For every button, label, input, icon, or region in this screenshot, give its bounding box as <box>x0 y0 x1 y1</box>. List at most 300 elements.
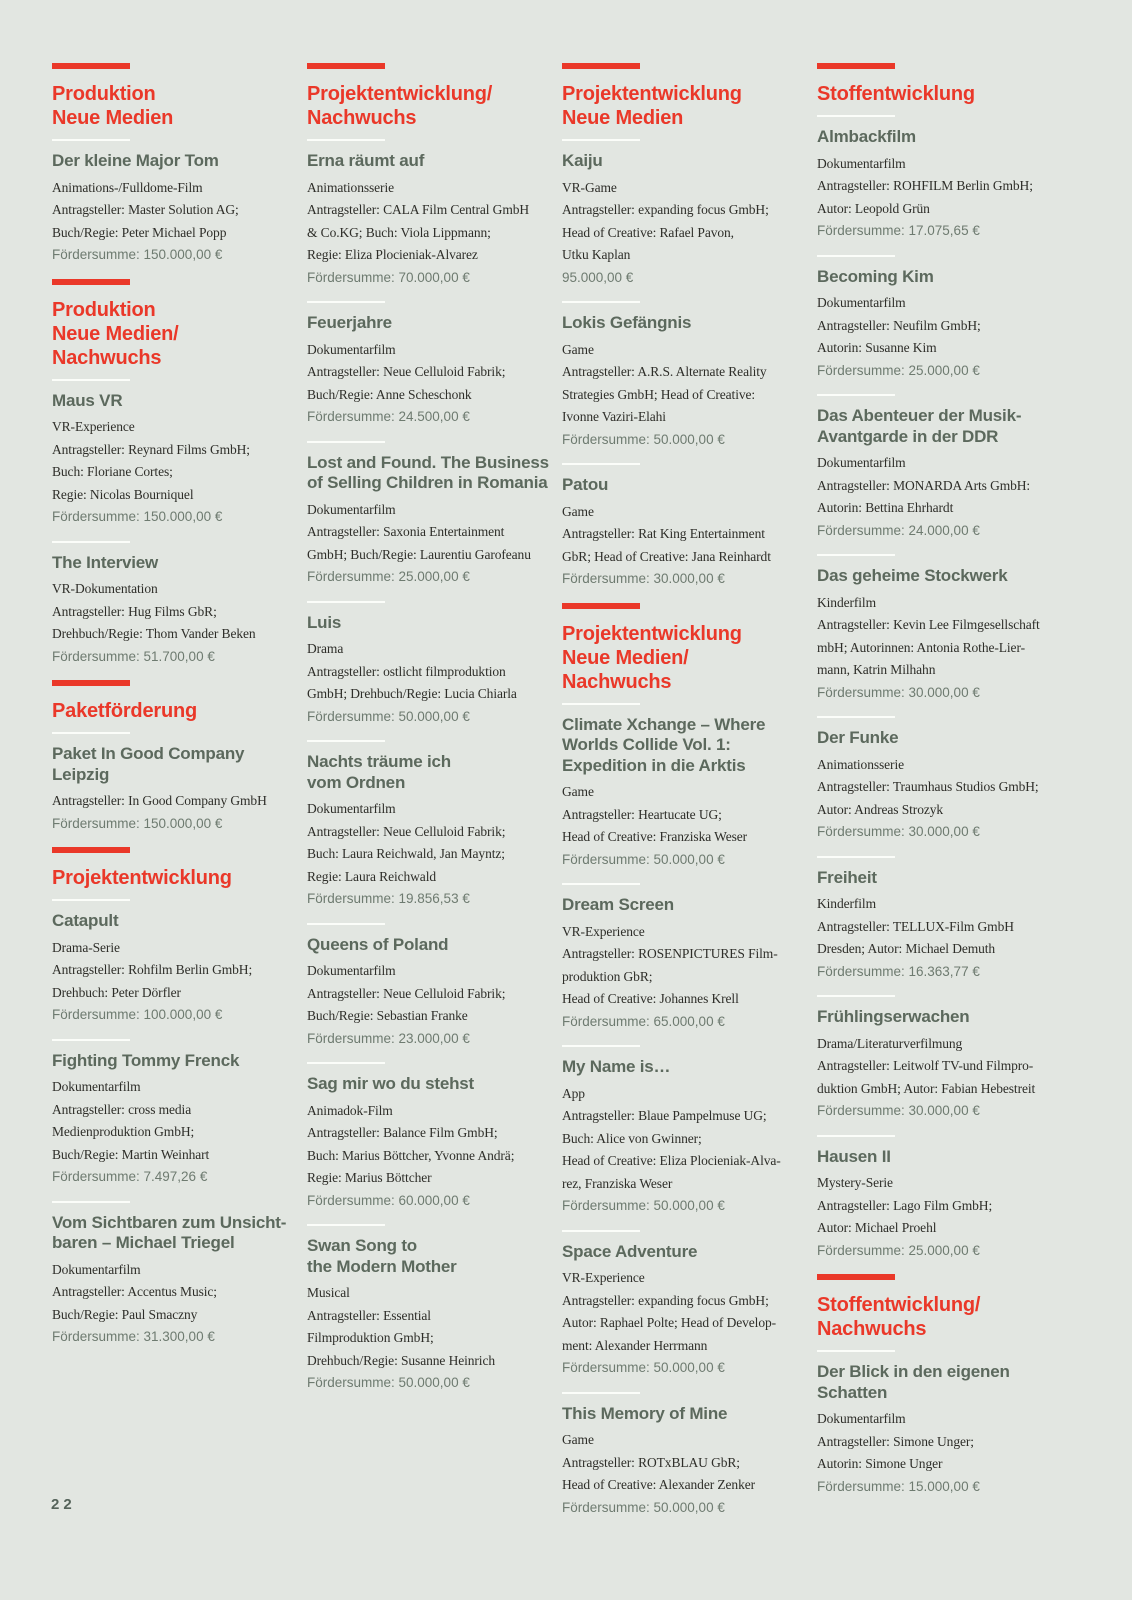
entry-separator <box>307 441 385 443</box>
entry-detail-line: & Co.KG; Buch: Viola Lippmann; <box>307 224 491 240</box>
entry-detail-line: Kinderfilm <box>817 594 876 610</box>
entry-detail-line: Buch/Regie: Martin Weinhart <box>52 1146 210 1162</box>
entry-title <box>307 452 549 494</box>
funding-entry <box>307 740 543 911</box>
entry-title-line: Becoming Kim <box>817 266 934 286</box>
funding-amount: Fördersumme: 23.000,00 € <box>307 1030 470 1046</box>
entry-detail-line: Drehbuch/Regie: Susanne Heinrich <box>307 1352 495 1368</box>
column-1 <box>52 63 288 1361</box>
entry-detail-line: Dokumentarfilm <box>307 963 396 978</box>
column-3 <box>562 63 798 1531</box>
funding-entry <box>817 995 1053 1123</box>
entry-detail-line: Buch/Regie: Anne Scheschonk <box>307 386 472 402</box>
funding-amount: 95.000,00 € <box>562 269 634 285</box>
section-rule <box>307 63 385 69</box>
entry-title-line: Nachts träume ich <box>307 752 451 771</box>
entry-separator <box>562 463 640 465</box>
entry-detail-line: Antragsteller: TELLUX-Film GmbH <box>817 918 1014 934</box>
entry-separator <box>562 139 640 141</box>
entry-separator <box>817 255 895 257</box>
entry-title <box>52 744 288 785</box>
entry-title-line: This Memory of Mine <box>562 1403 728 1423</box>
entry-detail-line: Filmproduktion GmbH; <box>307 1330 434 1345</box>
entry-separator <box>817 716 895 718</box>
funding-amount: Fördersumme: 50.000,00 € <box>562 1360 725 1375</box>
entry-title <box>562 1242 798 1263</box>
funding-entry <box>562 463 798 591</box>
entry-detail-line: Buch: Alice von Gwinner; <box>562 1130 702 1146</box>
funding-entry <box>307 601 543 729</box>
entry-detail-line: VR-Game <box>562 179 617 195</box>
section-rule <box>817 63 895 69</box>
entry-detail-line: Buch: Laura Reichwald, Jan Mayntz; <box>307 846 505 861</box>
section-title-line: Nachwuchs <box>817 1318 927 1340</box>
funding-amount: Fördersumme: 30.000,00 € <box>817 824 980 839</box>
funding-entry <box>307 301 543 429</box>
entry-separator <box>817 1350 895 1352</box>
funding-columns <box>52 63 1053 1531</box>
entry-title <box>307 313 543 334</box>
section-header <box>562 63 798 130</box>
funding-entry <box>307 441 549 589</box>
entry-title <box>52 391 288 412</box>
entry-detail-line: mbH; Autorinnen: Antonia Rothe-Lier- <box>817 639 1025 655</box>
entry-title <box>817 1362 1053 1403</box>
entry-detail-line: Regie: Marius Böttcher <box>307 1170 432 1185</box>
section-rule <box>52 847 130 853</box>
section-title-line: Neue Medien <box>562 107 684 129</box>
entry-detail-line: Antragsteller: Master Solution AG; <box>52 202 239 217</box>
funding-entry <box>52 139 288 267</box>
entry-title <box>52 553 288 574</box>
entry-detail-line: Head of Creative: Rafael Pavon, <box>562 224 734 240</box>
entry-title-line: Lokis Gefängnis <box>562 313 692 332</box>
section-header <box>52 279 288 370</box>
section-title-line: Projektentwicklung <box>562 622 742 645</box>
entry-title <box>817 127 1053 148</box>
entry-title-line: Freiheit <box>817 867 877 887</box>
section-rule <box>52 279 130 285</box>
section-rule <box>562 63 640 69</box>
entry-title <box>562 1057 798 1078</box>
entry-detail-line: Dokumentarfilm <box>307 501 396 517</box>
entry-title-line: Lost and Found. The Business <box>307 452 549 472</box>
entry-detail-line: Dokumentarfilm <box>52 1079 141 1094</box>
funding-entry <box>52 1201 288 1349</box>
entry-detail-line: Dokumentarfilm <box>817 295 906 310</box>
section-rule <box>52 680 130 686</box>
entry-detail-line: Head of Creative: Franziska Weser <box>562 829 748 844</box>
funding-amount: Fördersumme: 17.075,65 € <box>817 223 980 238</box>
section-header <box>817 1274 1053 1341</box>
entry-detail-line: Antragsteller: Blaue Pampelmuse UG; <box>562 1108 767 1123</box>
entry-detail-line: Antragsteller: ostlicht filmproduktion <box>307 663 506 679</box>
entry-title <box>817 406 1053 447</box>
entry-detail-line: Antragsteller: Balance Film GmbH; <box>307 1125 498 1140</box>
entry-detail-line: Drama/Literaturverfilmung <box>817 1035 963 1051</box>
entry-detail-line: Antragsteller: expanding focus GmbH; <box>562 202 769 217</box>
entry-title-line: Avantgarde in der DDR <box>817 426 999 446</box>
entry-separator <box>562 703 640 705</box>
entry-detail-line: Autor: Raphael Polte; Head of Develop- <box>562 1315 777 1330</box>
entry-separator <box>817 554 895 556</box>
entry-title <box>307 613 543 634</box>
entry-detail-line: Antragsteller: Accentus Music; <box>52 1284 217 1299</box>
entry-title-line: The Interview <box>52 552 159 572</box>
section-rule <box>562 603 640 609</box>
entry-detail-line: Antragsteller: Neue Celluloid Fabrik; <box>307 985 506 1001</box>
funding-amount: Fördersumme: 50.000,00 € <box>307 708 470 724</box>
entry-detail-line: Autorin: Simone Unger <box>817 1456 943 1471</box>
entry-detail-line: Antragsteller: ROSENPICTURES Film- <box>562 946 778 961</box>
funding-amount: Fördersumme: 60.000,00 € <box>307 1192 470 1208</box>
funding-entry <box>52 732 288 835</box>
entry-detail-line: produktion GbR; <box>562 968 653 984</box>
section-title-line: Projektentwicklung <box>562 83 742 105</box>
entry-detail-line: Drama <box>307 641 344 656</box>
funding-entry <box>52 899 288 1027</box>
entry-detail-line: Dokumentarfilm <box>817 455 906 470</box>
entry-detail-line: Buch/Regie: Sebastian Franke <box>307 1008 468 1023</box>
entry-title-line: Paket In Good Company <box>52 744 245 763</box>
entry-detail-line: Dresden; Autor: Michael Demuth <box>817 941 996 956</box>
entry-detail-line: Antragsteller: A.R.S. Alternate Reality <box>562 364 767 379</box>
column-2 <box>307 63 549 1407</box>
entry-separator <box>817 856 895 858</box>
entry-title-line: Der Blick in den eigenen <box>817 1362 1010 1381</box>
entry-detail-line: Antragsteller: Kevin Lee Filmgesellschaft <box>817 617 1040 632</box>
entry-detail-line: Musical <box>307 1285 350 1300</box>
entry-separator <box>52 541 130 543</box>
section-title-line: Nachwuchs <box>307 107 417 129</box>
entry-detail-line: VR-Experience <box>562 923 645 939</box>
entry-detail-line: Antragsteller: Reynard Films GmbH; <box>52 441 250 457</box>
entry-detail-line: Utku Kaplan <box>562 247 631 262</box>
section-title-line: Stoffentwicklung/ <box>817 1294 981 1316</box>
section-title-line: Neue Medien/ <box>562 646 689 669</box>
funding-entry <box>562 1230 798 1380</box>
entry-detail-line: Autorin: Bettina Ehrhardt <box>817 500 954 515</box>
section-title-line: Nachwuchs <box>562 670 672 693</box>
entry-separator <box>52 1201 130 1203</box>
funding-entry <box>817 1350 1053 1498</box>
entry-title-line: Leipzig <box>52 764 110 784</box>
entry-detail-line: Game <box>562 784 594 799</box>
entry-detail-line: Drehbuch/Regie: Thom Vander Beken <box>52 626 256 641</box>
section-header <box>52 847 288 890</box>
entry-separator <box>562 301 640 303</box>
entry-title-line: Climate Xchange – Where <box>562 714 766 734</box>
funding-amount: Fördersumme: 24.000,00 € <box>817 522 980 538</box>
entry-title-line: My Name is… <box>562 1057 671 1076</box>
entry-detail-line: mann, Katrin Milhahn <box>817 662 936 677</box>
entry-detail-line: Regie: Nicolas Bourniquel <box>52 486 194 502</box>
entry-detail-line: Dokumentarfilm <box>307 801 396 816</box>
funding-entry <box>562 883 798 1033</box>
entry-title-line: Der Funke <box>817 728 899 747</box>
entry-title <box>562 895 798 916</box>
entry-detail-line: App <box>562 1085 585 1101</box>
section-rule <box>817 1274 895 1280</box>
entry-title-line: Sag mir wo du stehst <box>307 1074 474 1093</box>
entry-detail-line: Ivonne Vaziri-Elahi <box>562 409 666 424</box>
entry-title <box>817 728 1053 749</box>
funding-amount: Fördersumme: 30.000,00 € <box>817 684 980 700</box>
funding-entry <box>817 856 1053 984</box>
page-number: 22 <box>51 1496 76 1513</box>
entry-detail-line: Antragsteller: Essential <box>307 1307 431 1323</box>
funding-amount: Fördersumme: 65.000,00 € <box>562 1013 725 1029</box>
entry-separator <box>52 732 130 734</box>
funding-entry <box>562 1045 798 1218</box>
funding-entry <box>562 301 798 451</box>
funding-entry <box>307 139 543 289</box>
section-title-line: Stoffentwicklung <box>817 83 975 105</box>
entry-title <box>562 715 798 777</box>
funding-amount: Fördersumme: 25.000,00 € <box>817 1242 980 1258</box>
entry-title <box>562 151 798 172</box>
entry-detail-line: Antragsteller: Hug Films GbR; <box>52 603 217 619</box>
entry-title-line: Feuerjahre <box>307 313 392 332</box>
entry-title <box>52 1213 288 1254</box>
entry-title <box>817 1007 1053 1028</box>
section-title <box>817 1293 1053 1341</box>
entry-title <box>52 1051 288 1072</box>
entry-detail-line: Mystery-Serie <box>817 1175 893 1190</box>
section-title <box>52 866 288 890</box>
funding-amount: Fördersumme: 16.363,77 € <box>817 963 980 979</box>
entry-title <box>817 1147 1053 1168</box>
entry-title-line: Patou <box>562 475 609 494</box>
funding-amount: Fördersumme: 150.000,00 € <box>52 247 223 262</box>
entry-title-line: Queens of Poland <box>307 934 449 954</box>
column-4 <box>817 63 1053 1510</box>
funding-amount: Fördersumme: 30.000,00 € <box>817 1103 980 1118</box>
entry-detail-line: Dokumentarfilm <box>52 1261 141 1277</box>
section-title-line: Neue Medien <box>52 107 174 129</box>
entry-detail-line: Head of Creative: Johannes Krell <box>562 991 739 1006</box>
entry-detail-line: Buch/Regie: Paul Smaczny <box>52 1306 198 1322</box>
entry-separator <box>817 1135 895 1137</box>
section-title <box>52 82 288 130</box>
section-title-line: Paketförderung <box>52 700 198 722</box>
entry-title-line: Der kleine Major Tom <box>52 151 219 170</box>
entry-separator <box>307 601 385 603</box>
entry-detail-line: Antragsteller: Neufilm GmbH; <box>817 317 981 333</box>
entry-title-line: Schatten <box>817 1382 888 1402</box>
entry-title-line: Maus VR <box>52 390 123 410</box>
entry-detail-line: GmbH; Buch/Regie: Laurentiu Garofeanu <box>307 546 531 562</box>
entry-detail-line: Buch: Marius Böttcher, Yvonne Andrä; <box>307 1147 515 1163</box>
entry-detail-line: VR-Experience <box>562 1270 645 1285</box>
entry-detail-line: Head of Creative: Eliza Plocieniak-Alva- <box>562 1153 781 1168</box>
entry-separator <box>307 923 385 925</box>
section-title <box>52 298 288 370</box>
entry-detail-line: Game <box>562 503 594 519</box>
entry-title-line: Hausen II <box>817 1146 891 1166</box>
funding-entry <box>307 923 543 1051</box>
entry-detail-line: Dokumentarfilm <box>307 341 396 357</box>
entry-detail-line: Antragsteller: CALA Film Central GmbH <box>307 202 530 217</box>
funding-entry <box>817 115 1053 243</box>
entry-title <box>307 1236 543 1277</box>
entry-detail-line: GbR; Head of Creative: Jana Reinhardt <box>562 548 771 564</box>
entry-title <box>817 267 1053 288</box>
funding-amount: Fördersumme: 25.000,00 € <box>817 362 980 378</box>
entry-detail-line: Antragsteller: Heartucate UG; <box>562 806 722 822</box>
entry-detail-line: Antragsteller: Rat King Entertainment <box>562 526 765 541</box>
entry-detail-line: Game <box>562 341 594 357</box>
entry-detail-line: Autorin: Susanne Kim <box>817 340 937 355</box>
section-header <box>817 63 1053 106</box>
entry-detail-line: Antragsteller: cross media <box>52 1101 192 1117</box>
section-header <box>307 63 543 130</box>
section-title-line: Produktion <box>52 298 156 321</box>
funding-entry <box>817 255 1053 383</box>
entry-title <box>307 1074 543 1095</box>
entry-detail-line: Antragsteller: Rohfilm Berlin GmbH; <box>52 962 253 977</box>
entry-title-line: Swan Song to <box>307 1236 417 1255</box>
entry-detail-line: Dokumentarfilm <box>817 1411 906 1426</box>
funding-amount: Fördersumme: 150.000,00 € <box>52 509 223 524</box>
funding-entry <box>52 1039 288 1189</box>
funding-amount: Fördersumme: 50.000,00 € <box>562 851 725 867</box>
entry-separator <box>307 1224 385 1226</box>
entry-detail-line: Antragsteller: Lago Film GmbH; <box>817 1197 993 1213</box>
section-title-line: Nachwuchs <box>52 346 162 369</box>
entry-separator <box>817 115 895 117</box>
entry-detail-line: Dokumentarfilm <box>817 155 906 171</box>
entry-title-line: Kaiju <box>562 151 603 170</box>
funding-amount: Fördersumme: 7.497,26 € <box>52 1169 208 1184</box>
entry-separator <box>817 394 895 396</box>
entry-detail-line: Medienproduktion GmbH; <box>52 1124 195 1139</box>
entry-detail-line: Antragsteller: Simone Unger; <box>817 1433 974 1449</box>
entry-detail-line: Strategies GmbH; Head of Creative: <box>562 386 756 402</box>
entry-separator <box>562 883 640 885</box>
entry-title-line: Frühlingserwachen <box>817 1007 970 1026</box>
entry-detail-line: Antragsteller: ROTxBLAU GbR; <box>562 1454 740 1470</box>
entry-detail-line: Buch/Regie: Peter Michael Popp <box>52 224 227 240</box>
funding-amount: Fördersumme: 24.500,00 € <box>307 409 470 424</box>
entry-title-line: Expedition in die Arktis <box>562 755 746 775</box>
section-title <box>562 622 798 694</box>
entry-title-line: Das Abenteuer der Musik- <box>817 406 1022 425</box>
funding-entry <box>817 394 1053 542</box>
section-title <box>817 82 1053 106</box>
funding-amount: Fördersumme: 30.000,00 € <box>562 571 725 586</box>
funding-entry <box>562 139 798 289</box>
entry-title-line: Worlds Collide Vol. 1: <box>562 735 731 754</box>
entry-title <box>307 151 543 172</box>
section-title <box>562 82 798 130</box>
entry-detail-line: Antragsteller: In Good Company GmbH <box>52 793 267 808</box>
entry-separator <box>307 740 385 742</box>
section-header <box>52 63 288 130</box>
funding-entry <box>817 716 1053 844</box>
entry-detail-line: Autor: Andreas Strozyk <box>817 801 944 817</box>
entry-separator <box>307 1062 385 1064</box>
entry-detail-line: Antragsteller: Leitwolf TV-und Filmpro- <box>817 1058 1034 1073</box>
entry-title <box>52 151 288 172</box>
section-header <box>52 680 288 723</box>
entry-detail-line: Antragsteller: Neue Celluloid Fabrik; <box>307 823 506 839</box>
entry-detail-line: Head of Creative: Alexander Zenker <box>562 1477 756 1492</box>
entry-title <box>307 752 543 793</box>
funding-amount: Fördersumme: 150.000,00 € <box>52 815 223 831</box>
entry-separator <box>307 139 385 141</box>
entry-detail-line: Autor: Michael Proehl <box>817 1220 937 1235</box>
entry-separator <box>52 899 130 901</box>
funding-amount: Fördersumme: 100.000,00 € <box>52 1007 223 1022</box>
entry-detail-line: Antragsteller: Saxonia Entertainment <box>307 524 505 539</box>
entry-separator <box>562 1230 640 1232</box>
funding-amount: Fördersumme: 15.000,00 € <box>817 1478 980 1494</box>
entry-title <box>562 313 798 334</box>
funding-amount: Fördersumme: 50.000,00 € <box>562 431 725 447</box>
entry-title <box>562 1404 798 1425</box>
entry-detail-line: Antragsteller: MONARDA Arts GmbH: <box>817 477 1031 493</box>
entry-detail-line: Buch: Floriane Cortes; <box>52 464 173 479</box>
funding-entry <box>52 541 288 669</box>
section-title <box>307 82 543 130</box>
entry-title-line: Catapult <box>52 911 119 930</box>
entry-separator <box>307 301 385 303</box>
entry-detail-line: Antragsteller: expanding focus GmbH; <box>562 1292 769 1308</box>
entry-detail-line: Animationsserie <box>307 179 394 195</box>
entry-detail-line: duktion GmbH; Autor: Fabian Hebestreit <box>817 1080 1036 1096</box>
entry-title <box>52 911 288 932</box>
entry-title-line: Vom Sichtbaren zum Unsicht- <box>52 1212 287 1232</box>
entry-title-line: Fighting Tommy Frenck <box>52 1050 240 1070</box>
section-title-line: Projektentwicklung <box>52 867 232 889</box>
entry-separator <box>52 379 130 381</box>
entry-separator <box>52 139 130 141</box>
entry-title-line: Space Adventure <box>562 1241 698 1261</box>
funding-entry <box>817 1135 1053 1263</box>
entry-detail-line: Animations-/Fulldome-Film <box>52 179 203 195</box>
entry-detail-line: Antragsteller: Neue Celluloid Fabrik; <box>307 364 506 379</box>
funding-amount: Fördersumme: 50.000,00 € <box>562 1198 725 1213</box>
funding-entry <box>817 554 1053 704</box>
entry-detail-line: Animadok-Film <box>307 1102 393 1118</box>
section-title-line: Neue Medien/ <box>52 322 179 345</box>
funding-amount: Fördersumme: 25.000,00 € <box>307 569 470 584</box>
funding-entry <box>307 1062 543 1212</box>
entry-detail-line: Regie: Eliza Plocieniak-Alvarez <box>307 247 478 262</box>
entry-title-line: the Modern Mother <box>307 1256 457 1276</box>
entry-separator <box>52 1039 130 1041</box>
entry-detail-line: ment: Alexander Herrmann <box>562 1337 708 1353</box>
section-rule <box>52 63 130 69</box>
entry-title-line: Das geheime Stockwerk <box>817 566 1008 585</box>
entry-detail-line: Antragsteller: ROHFILM Berlin GmbH; <box>817 178 1033 193</box>
entry-title <box>562 475 798 496</box>
funding-amount: Fördersumme: 50.000,00 € <box>307 1375 470 1390</box>
entry-separator <box>817 995 895 997</box>
funding-amount: Fördersumme: 51.700,00 € <box>52 648 215 664</box>
funding-entry <box>562 1392 798 1520</box>
entry-detail-line: Game <box>562 1432 594 1447</box>
section-title <box>52 699 288 723</box>
funding-amount: Fördersumme: 19.856,53 € <box>307 891 470 906</box>
entry-detail-line: Drehbuch: Peter Dörfler <box>52 984 181 1000</box>
entry-detail-line: Regie: Laura Reichwald <box>307 868 436 884</box>
entry-separator <box>562 1045 640 1047</box>
entry-title-line: Erna räumt auf <box>307 151 425 170</box>
funding-entry <box>52 379 288 529</box>
entry-detail-line: VR-Experience <box>52 419 135 434</box>
